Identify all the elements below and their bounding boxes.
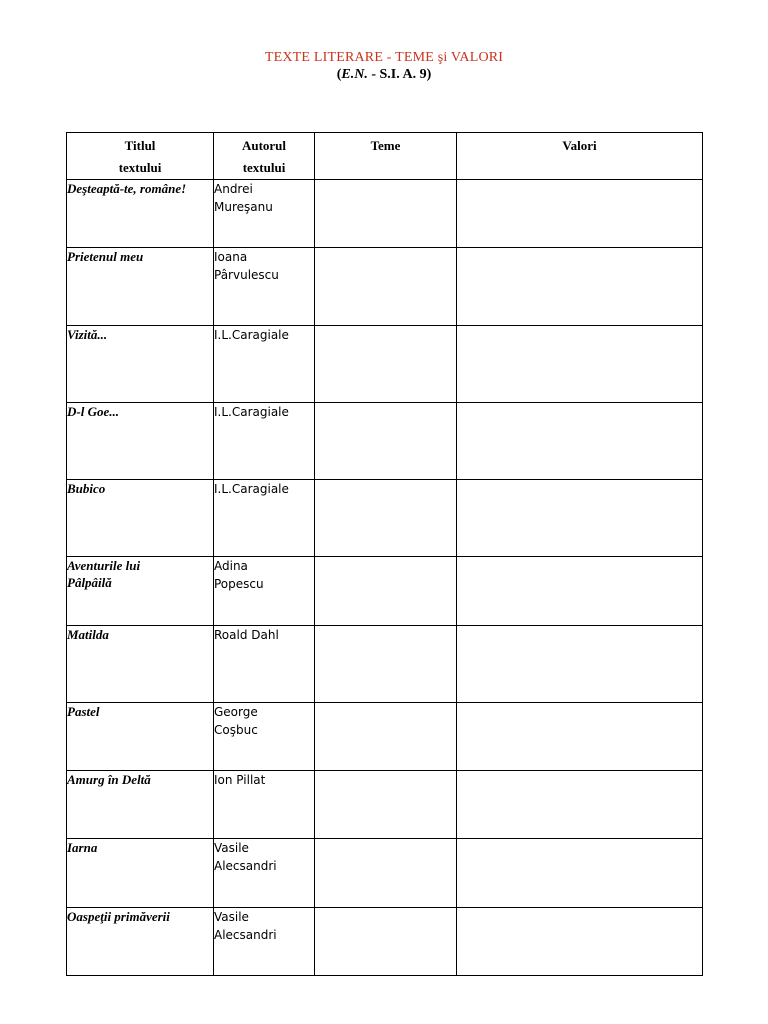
teme-cell[interactable] [315, 403, 457, 480]
literary-texts-table [66, 132, 703, 976]
header-title-line1: Titlul [124, 138, 156, 153]
valori-cell[interactable] [457, 480, 703, 557]
table-row [67, 248, 703, 326]
table-row [67, 908, 703, 976]
author-cell [214, 180, 315, 248]
teme-cell[interactable] [315, 771, 457, 839]
document-title: TEXTE LITERARE - TEME şi VALORI [264, 50, 504, 65]
header-author-line1: Autorul [241, 138, 287, 153]
author-name: Adina [214, 559, 248, 573]
author-cell [214, 626, 315, 703]
text-title: Oaspeţii primăverii [67, 909, 170, 924]
text-title: Deşteaptă-te, române! [67, 181, 187, 196]
author-name-line2: Popescu [214, 577, 264, 591]
teme-cell[interactable] [315, 180, 457, 248]
table-row [67, 839, 703, 908]
author-cell [214, 908, 315, 976]
author-name: I.L.Caragiale [214, 328, 289, 342]
teme-cell[interactable] [315, 703, 457, 771]
text-title-cell [67, 703, 214, 771]
author-name: Roald Dahl [214, 628, 279, 642]
author-name: Vasile [214, 841, 249, 855]
author-cell [214, 771, 315, 839]
valori-cell[interactable] [457, 703, 703, 771]
header-title [67, 133, 214, 180]
table-row [67, 480, 703, 557]
text-title-cell [67, 248, 214, 326]
author-name: Ioana [214, 250, 248, 264]
author-cell [214, 403, 315, 480]
table-header-row [67, 133, 703, 180]
header-teme: Teme [315, 133, 457, 180]
author-name-line2: Pârvulescu [214, 268, 279, 282]
text-title: Pastel [67, 704, 100, 719]
header-author [214, 133, 315, 180]
valori-cell[interactable] [457, 326, 703, 403]
subtitle-rest: - S.I. A. 9) [367, 67, 432, 82]
text-title: Vizită... [67, 327, 108, 342]
teme-cell[interactable] [315, 480, 457, 557]
text-title: Bubico [67, 481, 106, 496]
author-name: Ion Pillat [214, 773, 266, 787]
header-valori: Valori [457, 133, 703, 180]
text-title: Prietenul meu [67, 249, 144, 264]
text-title-cell [67, 771, 214, 839]
author-name-line2: Coşbuc [214, 723, 258, 737]
text-title: Amurg în Deltă [67, 772, 151, 787]
subtitle-open: ( [336, 67, 342, 82]
valori-cell[interactable] [457, 557, 703, 626]
text-title: Matilda [67, 627, 109, 642]
author-name-line2: Alecsandri [214, 859, 277, 873]
header-author-line2: textului [242, 160, 286, 175]
author-name-line2: Alecsandri [214, 928, 277, 942]
text-title-cell [67, 839, 214, 908]
valori-cell[interactable] [457, 908, 703, 976]
author-cell [214, 326, 315, 403]
author-name: I.L.Caragiale [214, 405, 289, 419]
teme-cell[interactable] [315, 248, 457, 326]
table-row [67, 326, 703, 403]
author-cell [214, 248, 315, 326]
document-subtitle [0, 67, 768, 83]
table-row [67, 557, 703, 626]
text-title-cell [67, 480, 214, 557]
subtitle-abbrev: E.N. [341, 67, 368, 82]
valori-cell[interactable] [457, 626, 703, 703]
text-title: D-l Goe... [67, 404, 119, 419]
table-row [67, 771, 703, 839]
author-name: Vasile [214, 910, 249, 924]
header-title-line2: textului [118, 160, 162, 175]
author-cell [214, 557, 315, 626]
text-title: Iarna [67, 840, 98, 855]
table-row [67, 403, 703, 480]
text-title-cell [67, 626, 214, 703]
text-title-cell [67, 557, 214, 626]
valori-cell[interactable] [457, 403, 703, 480]
author-cell [214, 480, 315, 557]
author-cell [214, 839, 315, 908]
teme-cell[interactable] [315, 626, 457, 703]
author-name-line2: Mureşanu [214, 200, 273, 214]
table-row [67, 626, 703, 703]
text-title-line2: Pâlpâilă [67, 575, 112, 590]
valori-cell[interactable] [457, 180, 703, 248]
table-row [67, 703, 703, 771]
text-title-cell [67, 326, 214, 403]
teme-cell[interactable] [315, 839, 457, 908]
valori-cell[interactable] [457, 839, 703, 908]
text-title-cell [67, 908, 214, 976]
text-title-cell [67, 403, 214, 480]
author-cell [214, 703, 315, 771]
text-title-cell [67, 180, 214, 248]
teme-cell[interactable] [315, 908, 457, 976]
valori-cell[interactable] [457, 771, 703, 839]
author-name: I.L.Caragiale [214, 482, 289, 496]
table-row [67, 180, 703, 248]
author-name: George [214, 705, 258, 719]
text-title: Aventurile lui [67, 558, 141, 573]
author-name: Andrei [214, 182, 253, 196]
valori-cell[interactable] [457, 248, 703, 326]
teme-cell[interactable] [315, 326, 457, 403]
teme-cell[interactable] [315, 557, 457, 626]
